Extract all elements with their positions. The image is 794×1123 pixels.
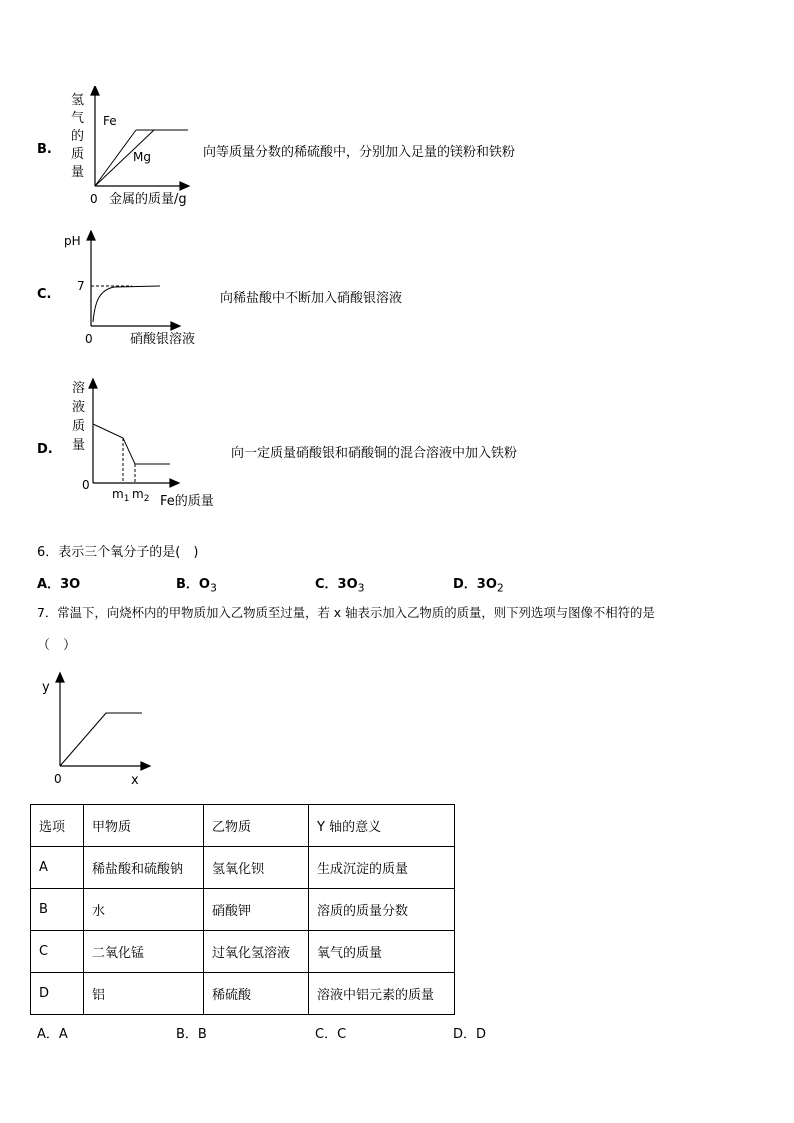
graph-d-line	[93, 424, 170, 464]
graph-d-x-label: Fe的质量	[160, 494, 214, 509]
graph-c-curve	[93, 286, 160, 322]
graph-b-mg-label: Mg	[133, 150, 151, 164]
graph-b-x-label: 金属的质量/g	[109, 192, 187, 207]
table-cell: A	[31, 847, 84, 889]
graph-c	[62, 230, 212, 348]
graph-c-axes	[87, 231, 180, 330]
graph-c-y-label: pH	[64, 234, 81, 248]
table-cell: B	[31, 889, 84, 931]
graph-b-axes	[91, 86, 189, 190]
q7-graph-x-label: x	[131, 773, 139, 788]
table-cell: 溶液中铝元素的质量	[309, 973, 455, 1015]
question-7-table	[30, 804, 455, 1015]
table-row	[31, 973, 455, 1015]
graph-c-x-label: 硝酸银溶液	[130, 332, 196, 347]
graph-c-y-tick: 7	[77, 279, 85, 293]
table-cell: 氧气的质量	[309, 931, 455, 973]
question-7-stem: 7．常温下，向烧杯内的甲物质加入乙物质至过量，若 x 轴表示加入乙物质的质量，则下列选项与图像不相符的是	[37, 605, 655, 620]
question-6-stem: 6．表示三个氧分子的是( )	[37, 545, 199, 560]
option-label-c: C.	[37, 287, 52, 302]
table-header-cell: 乙物质	[204, 805, 309, 847]
graph-d-axes	[89, 379, 179, 487]
question-7-paren: （ ）	[37, 638, 77, 653]
graph-c-origin: 0	[85, 332, 93, 346]
table-cell: 稀盐酸和硫酸钠	[84, 847, 204, 889]
graph-d-y-char: 量	[72, 438, 86, 453]
table-row	[31, 847, 455, 889]
q6-option-a: A．3O	[37, 577, 81, 592]
table-cell: D	[31, 973, 84, 1015]
table-cell: 生成沉淀的质量	[309, 847, 455, 889]
table-cell: 铝	[84, 973, 204, 1015]
table-cell: 水	[84, 889, 204, 931]
graph-d-origin: 0	[82, 478, 90, 492]
graph-d-m2: $m_2$	[132, 487, 150, 504]
graph-b-y-char: 气	[71, 111, 85, 126]
q7-answer-c: C．C	[315, 1027, 347, 1042]
q7-answer-d: D．D	[453, 1027, 487, 1042]
graph-b-fe-label: Fe	[103, 114, 117, 128]
table-cell: 溶质的质量分数	[309, 889, 455, 931]
q7-graph-line	[60, 713, 142, 766]
table-cell: C	[31, 931, 84, 973]
graph-b-origin: 0	[90, 192, 98, 206]
question-7-graph	[38, 670, 158, 790]
q7-answer-b: B．B	[176, 1027, 207, 1042]
option-b-description: 向等质量分数的稀硫酸中，分别加入足量的镁粉和铁粉	[203, 145, 516, 160]
graph-d-y-char: 质	[72, 419, 86, 434]
graph-b	[64, 86, 204, 210]
graph-b-y-char: 量	[71, 165, 85, 180]
table-header-cell: 甲物质	[84, 805, 204, 847]
table-row	[31, 931, 455, 973]
q6-option-b: B．$O_3$	[176, 577, 217, 595]
table-cell: 二氧化锰	[84, 931, 204, 973]
table-cell: 硝酸钾	[204, 889, 309, 931]
graph-d-y-char: 溶	[72, 381, 86, 396]
q7-graph-origin: 0	[54, 772, 62, 786]
q7-graph-y-label: y	[42, 680, 50, 695]
table-cell: 过氧化氢溶液	[204, 931, 309, 973]
option-label-d: D.	[37, 442, 53, 457]
graph-d-m1: $m_1$	[112, 487, 130, 504]
graph-b-y-char: 氢	[71, 93, 85, 108]
table-cell: 稀硫酸	[204, 973, 309, 1015]
table-cell: 氢氧化钡	[204, 847, 309, 889]
graph-d	[62, 372, 232, 514]
graph-b-line-fe	[95, 130, 136, 186]
table-header-cell: 选项	[31, 805, 84, 847]
q6-option-c: C．$3O_3$	[315, 577, 365, 595]
q6-option-d: D．$3O_2$	[453, 577, 504, 595]
table-header-cell: Y 轴的意义	[309, 805, 455, 847]
option-label-b: B.	[37, 142, 52, 157]
graph-d-y-char: 液	[72, 400, 86, 415]
option-c-description: 向稀盐酸中不断加入硝酸银溶液	[220, 291, 403, 306]
table-row	[31, 889, 455, 931]
q7-graph-axes	[56, 673, 150, 770]
graph-b-y-char: 的	[71, 129, 85, 144]
option-d-description: 向一定质量硝酸银和硝酸铜的混合溶液中加入铁粉	[231, 446, 518, 461]
table-header-row	[31, 805, 455, 847]
graph-b-y-char: 质	[71, 147, 85, 162]
q7-answer-a: A．A	[37, 1027, 68, 1042]
